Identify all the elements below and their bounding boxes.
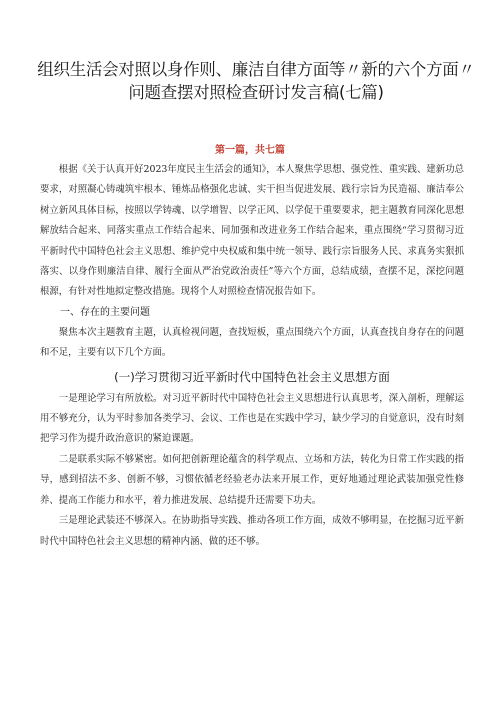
document-body: [40, 160, 464, 552]
problems-intro-paragraph: 聚焦本次主题教育主题，认真检视问题，查找短板，重点围绕六个方面，认真查找自身存在的问题和不足，主要有以下几个方面。: [40, 326, 464, 359]
intro-paragraph: 根据《关于认真开好2023年度民主生活会的通知》，本人聚焦学思想、强党性、重实践、建新功总要求，对照凝心铸魂筑牢根本、锤炼品格强化忠诚、实干担当促进发展、践行宗旨为民造福、廉洁奉公树立新风具体目标，按照以学铸魂、以学增智、以学正风、以学促干重要要求，把主题教育同深化思想解放结合起来、同落实重点工作结合起来、同加强和改进业务工作结合起来，重点围绕“学习贯彻习近平新时代中国特色社会主义思想、维护党中央权威和集中统一领导、践行宗旨服务人民、求真务实狠抓落实、以身作则廉洁自律、履行全面从严治党政治责任”等六个方面，总结成绩，查摆不足，深挖问题根源，有针对性地拟定整改措施。现将个人对照检查情况报告如下。: [40, 164, 464, 298]
title-line-1: 组织生活会对照以身作则、廉洁自律方面等〃新的六个方面〃: [37, 60, 475, 79]
point-one-paragraph: 一是理论学习有所放松。对习近平新时代中国特色社会主义思想进行认真思考，深入剖析，理解运用不够充分，认为平时参加各类学习、会议、工作也是在实践中学习，缺少学习的自觉意识，没有时刻把学习作为提升政治意识的紧迫课题。: [40, 392, 464, 445]
point-two-paragraph: 二是联系实际不够紧密。如何把创新理论蕴含的科学观点、立场和方法，转化为日常工作实践的指导，感到招法不多、创新不够，习惯依循老经验老办法来开展工作，更好地通过理论武装加强党性修养、提高工作能力和水平，着力推进发展、总结提升还需要下功夫。: [40, 453, 464, 506]
point-three-paragraph: 三是理论武装还不够深入。在协助指导实践、推动各项工作方面，成效不够明显，在挖掘习近平新时代中国特色社会主义思想的精神内涵、做的还不够。: [40, 515, 464, 547]
title-line-2: 问题查摆对照检查研讨发言稿(七篇): [128, 83, 384, 102]
heading-main-problems: 一、存在的主要问题: [60, 306, 150, 318]
document-title: [30, 58, 482, 104]
section-subtitle: 第一篇，共七篇: [215, 145, 285, 156]
heading-study-thought: (一)学习贯彻习近平新时代中国特色社会主义思想方面: [114, 369, 390, 384]
